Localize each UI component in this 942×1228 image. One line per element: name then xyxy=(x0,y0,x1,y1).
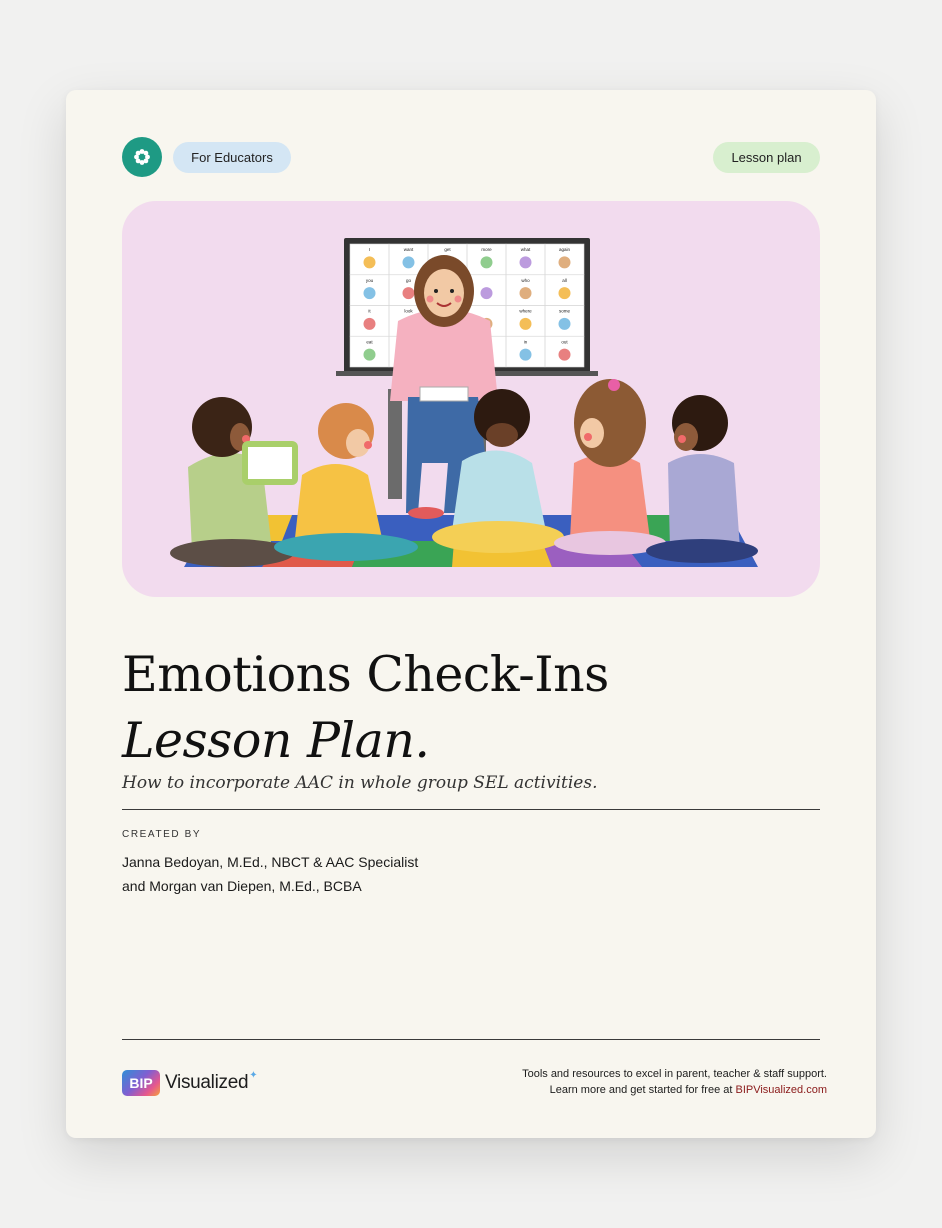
board-word: who xyxy=(521,277,530,283)
board-word: all xyxy=(562,277,567,283)
board-word: go xyxy=(405,277,412,283)
board-symbol-icon xyxy=(481,287,493,299)
board-symbol-icon xyxy=(520,318,532,330)
footer-text xyxy=(522,1066,827,1098)
page-subtitle: How to incorporate AAC in whole group SEL activities. xyxy=(122,773,598,793)
board-symbol-icon xyxy=(559,256,571,268)
page-title xyxy=(122,642,822,774)
board-symbol-icon xyxy=(364,318,376,330)
board-symbol-icon xyxy=(364,287,376,299)
board-symbol-icon xyxy=(559,318,571,330)
title-line-2: Lesson Plan. xyxy=(122,712,430,769)
author-line-1: Janna Bedoyan, M.Ed., NBCT & AAC Specialist xyxy=(122,854,419,870)
footer-cta xyxy=(522,1082,827,1098)
audience-tag[interactable]: For Educators xyxy=(173,142,291,173)
board-word: again xyxy=(558,247,571,252)
flower-icon xyxy=(122,137,162,177)
footer-tagline: Tools and resources to excel in parent, teacher & staff support. xyxy=(522,1068,827,1080)
brand-logo[interactable] xyxy=(122,1069,258,1097)
website-link[interactable]: BIPVisualized.com xyxy=(735,1084,827,1096)
board-word: in xyxy=(523,339,528,345)
author-line-2: and Morgan van Diepen, M.Ed., BCBA xyxy=(122,878,362,894)
board-word: where xyxy=(519,308,532,314)
board-word: eat xyxy=(366,339,373,345)
board-word: want xyxy=(403,247,414,252)
footer-cta-prefix: Learn more and get started for free at xyxy=(549,1084,736,1096)
title-line-1: Emotions Check-Ins xyxy=(122,646,609,703)
divider xyxy=(122,809,820,810)
board-symbol-icon xyxy=(559,287,571,299)
board-symbol-icon xyxy=(559,349,571,361)
classroom-illustration xyxy=(122,201,820,597)
sparkle-icon: ✦ xyxy=(249,1069,258,1081)
board-symbol-icon xyxy=(364,349,376,361)
board-symbol-icon xyxy=(520,287,532,299)
board-word: out xyxy=(561,339,568,345)
board-word: what xyxy=(520,247,531,252)
board-word: it xyxy=(368,308,371,314)
created-by-label: CREATED BY xyxy=(122,829,202,840)
board-word: get xyxy=(444,247,451,252)
board-word: more xyxy=(481,247,492,252)
board-symbol-icon xyxy=(364,256,376,268)
bip-badge: BIP xyxy=(122,1070,160,1096)
board-word: look xyxy=(404,308,413,314)
divider xyxy=(122,1039,820,1040)
authors xyxy=(122,850,418,898)
lesson-plan-cover xyxy=(66,90,876,1138)
board-symbol-icon xyxy=(403,287,415,299)
type-tag[interactable]: Lesson plan xyxy=(713,142,820,173)
board-symbol-icon xyxy=(520,349,532,361)
board-symbol-icon xyxy=(481,256,493,268)
board-symbol-icon xyxy=(403,256,415,268)
board-symbol-icon xyxy=(520,256,532,268)
board-word: I xyxy=(368,247,371,252)
brand-name: Visualized xyxy=(165,1072,249,1093)
board-word: you xyxy=(365,277,374,283)
board-word: some xyxy=(558,308,571,314)
